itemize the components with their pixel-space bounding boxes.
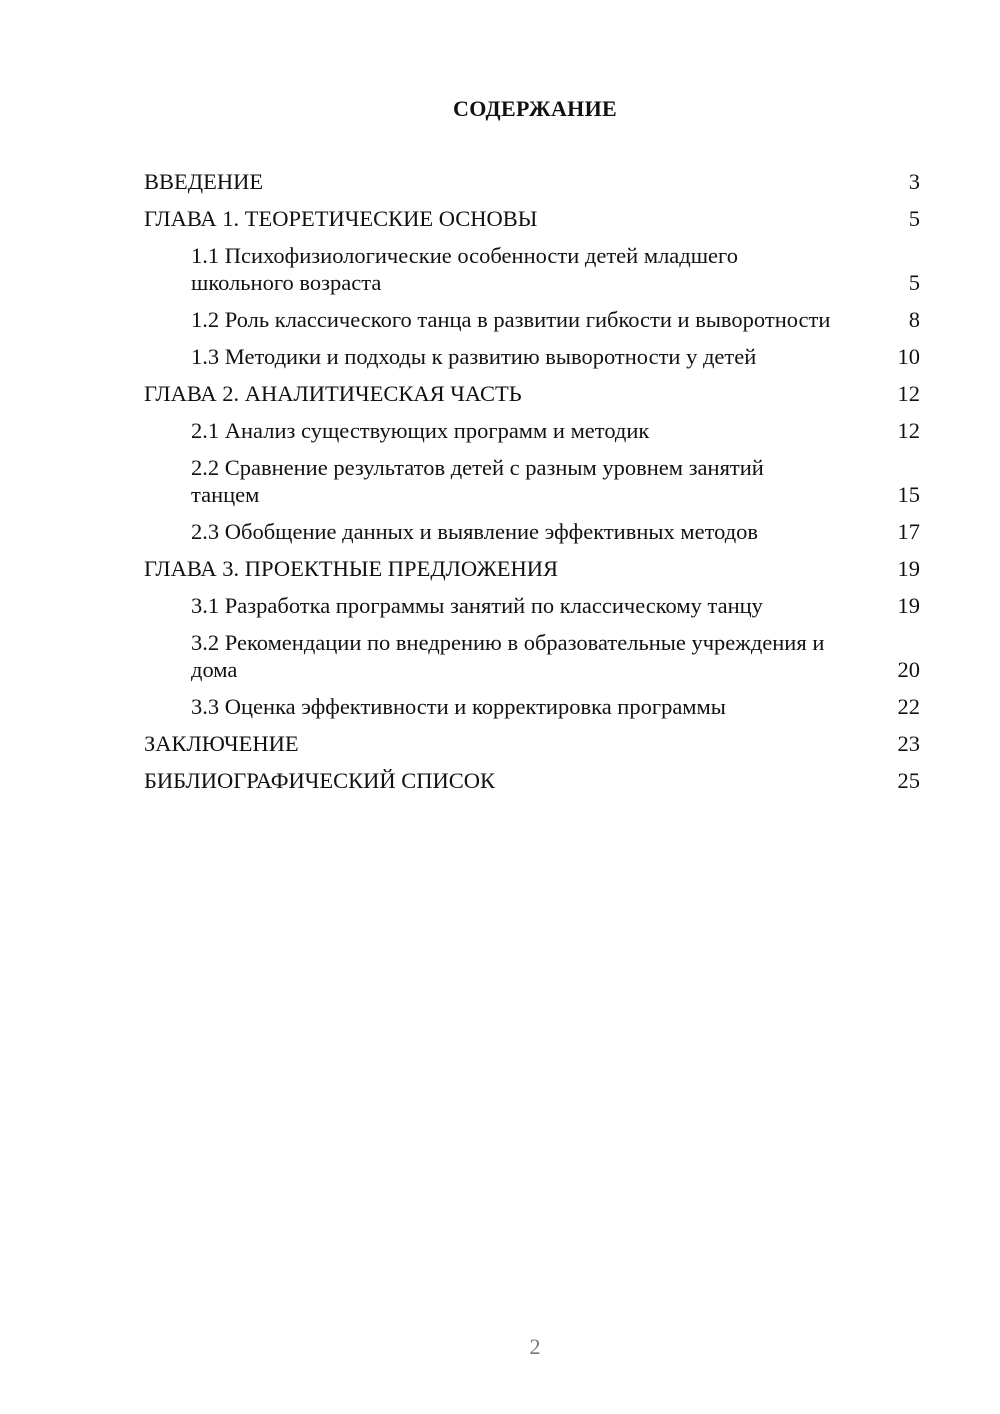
toc-entry-chapter-1[interactable] xyxy=(144,205,920,232)
toc-entry-chapter-3[interactable] xyxy=(144,555,920,582)
toc-entry-bibliography[interactable] xyxy=(144,767,920,794)
toc-entry-label: 2.2 Сравнение результатов детей с разным уровнем занятий танцем xyxy=(191,455,764,507)
toc-entry-section-3-3[interactable] xyxy=(144,693,920,720)
toc-entry-page: 12 xyxy=(897,381,920,406)
toc-title: СОДЕРЖАНИЕ xyxy=(453,96,617,121)
toc-entry-section-3-1[interactable] xyxy=(144,592,920,619)
toc-entry-chapter-2[interactable] xyxy=(144,380,920,407)
toc-entry-section-1-1[interactable] xyxy=(144,242,920,296)
toc-entry-page: 19 xyxy=(897,593,920,618)
toc-entry-section-2-3[interactable] xyxy=(144,518,920,545)
toc-entry-label: ВВЕДЕНИЕ xyxy=(144,169,264,194)
toc-entry-label: 2.1 Анализ существующих программ и методик xyxy=(191,418,650,443)
toc-entry-page: 5 xyxy=(908,270,920,295)
page-number: 2 xyxy=(529,1334,541,1359)
toc-entry-introduction[interactable] xyxy=(144,168,920,195)
toc-entry-label: 3.1 Разработка программы занятий по классическому танцу xyxy=(191,593,763,618)
toc-entry-page: 10 xyxy=(897,344,920,369)
toc-entry-label: 3.2 Рекомендации по внедрению в образовательные учреждения и дома xyxy=(191,630,825,682)
toc-entry-page: 23 xyxy=(897,731,920,756)
toc-entry-conclusion[interactable] xyxy=(144,730,920,757)
toc-entry-label: БИБЛИОГРАФИЧЕСКИЙ СПИСОК xyxy=(144,768,496,793)
toc-entry-page: 3 xyxy=(908,169,920,194)
toc-entry-page: 5 xyxy=(908,206,920,231)
toc-entry-page: 12 xyxy=(897,418,920,443)
toc-entry-page: 15 xyxy=(897,482,920,507)
toc-entry-page: 25 xyxy=(897,768,920,793)
toc-entry-label: 3.3 Оценка эффективности и корректировка программы xyxy=(191,694,726,719)
toc-entry-label: ГЛАВА 2. АНАЛИТИЧЕСКАЯ ЧАСТЬ xyxy=(144,381,522,406)
toc-entry-label: ЗАКЛЮЧЕНИЕ xyxy=(144,731,299,756)
toc-entry-page: 19 xyxy=(897,556,920,581)
toc-entry-section-1-2[interactable] xyxy=(144,306,920,333)
toc-entry-page: 17 xyxy=(897,519,920,544)
toc-entry-label: 1.1 Психофизиологические особенности детей младшего школьного возраста xyxy=(191,243,738,295)
toc-entry-page: 8 xyxy=(908,307,920,332)
toc-entry-label: 1.2 Роль классического танца в развитии гибкости и выворотности xyxy=(191,307,831,332)
table-of-contents xyxy=(144,168,920,804)
toc-entry-section-2-2[interactable] xyxy=(144,454,920,508)
toc-entry-label: ГЛАВА 1. ТЕОРЕТИЧЕСКИЕ ОСНОВЫ xyxy=(144,206,538,231)
toc-entry-label: 2.3 Обобщение данных и выявление эффективных методов xyxy=(191,519,759,544)
toc-entry-section-2-1[interactable] xyxy=(144,417,920,444)
toc-entry-section-3-2[interactable] xyxy=(144,629,920,683)
toc-entry-page: 22 xyxy=(897,694,920,719)
toc-entry-section-1-3[interactable] xyxy=(144,343,920,370)
toc-entry-label: ГЛАВА 3. ПРОЕКТНЫЕ ПРЕДЛОЖЕНИЯ xyxy=(144,556,559,581)
toc-entry-page: 20 xyxy=(897,657,920,682)
toc-entry-label: 1.3 Методики и подходы к развитию выворотности у детей xyxy=(191,344,757,369)
